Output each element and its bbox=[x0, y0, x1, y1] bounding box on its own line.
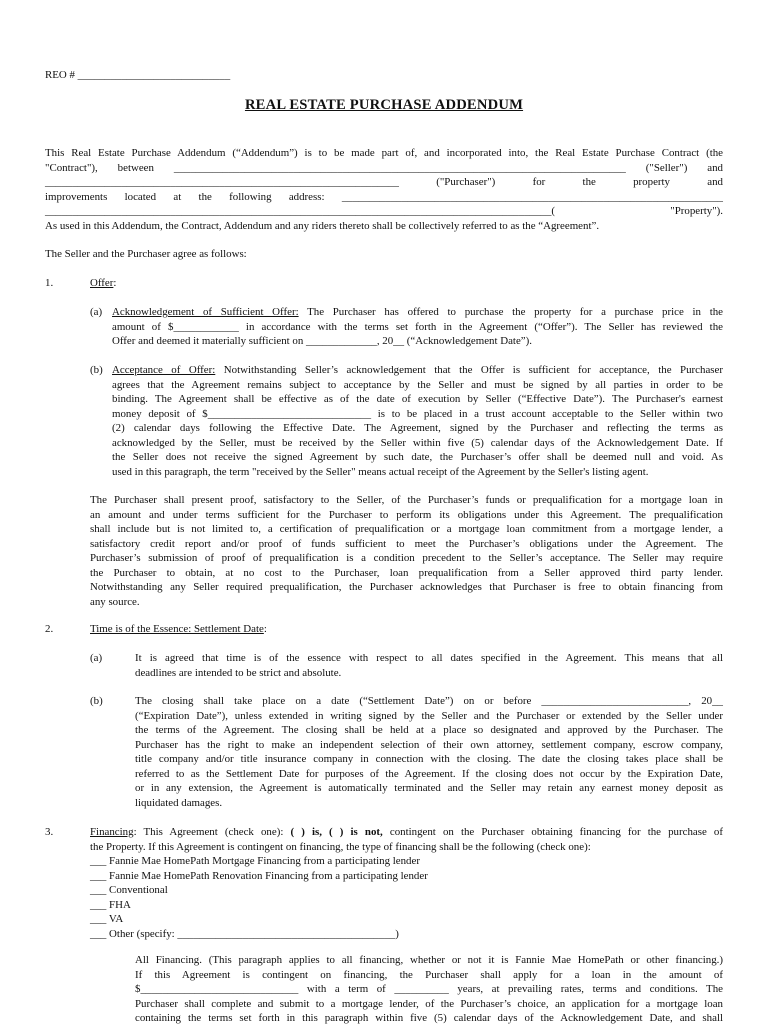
reo-number-field: REO # ____________________________ bbox=[45, 69, 231, 81]
section-2a-text bbox=[135, 651, 723, 680]
prequal-line: an amount and under terms sufficient for the Purchaser to perform its obligations under this Agreement. The prequalification bbox=[90, 508, 723, 521]
section-1a-line bbox=[112, 305, 723, 320]
intro-line: "Contract"), between ___________________________________________________________________________________ ("Seller") and bbox=[45, 161, 723, 174]
section-3-number: 3. bbox=[45, 826, 54, 838]
section-1a-line: amount of $____________ in accordance with the terms set forth in the Agreement (“Offer”). The Seller has reviewed the bbox=[112, 320, 723, 333]
section-1-title-colon: : bbox=[113, 277, 117, 289]
section-2b-line: Purchaser has the right to make an independent selection of their own attorney, settlement company, escrow company, bbox=[135, 738, 723, 751]
prequal-line: any source. bbox=[90, 595, 140, 608]
section-1b-heading: Acceptance of Offer: bbox=[112, 364, 216, 376]
financing-option: ___ FHA bbox=[90, 898, 131, 911]
section-2a-label: (a) bbox=[90, 652, 103, 664]
section-3-line-b: contingent on the Purchaser obtaining financing for the purchase of bbox=[382, 826, 723, 838]
intro-line: As used in this Addendum, the Contract, Addendum and any riders thereto shall be collectively referred to as the “Agreement”. bbox=[45, 219, 600, 232]
section-1b-line: used in this paragraph, the term "received by the Seller" means actual receipt of the Agreement by the Seller's listing agent. bbox=[112, 465, 649, 478]
section-1b-line: money deposit of $______________________________ is to be placed in a trust account acceptable to the Seller within two bbox=[112, 407, 723, 420]
prequal-line: the Purchaser to obtain, at no cost to the Purchaser, loan prequalification from a Seller approved third party lender. bbox=[90, 566, 723, 579]
section-2-number: 2. bbox=[45, 623, 54, 635]
financing-option: ___ Other (specify: ________________________________________) bbox=[90, 927, 399, 940]
financing-option: ___ VA bbox=[90, 913, 124, 925]
section-2a-line: It is agreed that time is of the essence with respect to all dates specified in the Agreement. This means that all bbox=[135, 652, 723, 664]
intro-line: _________________________________________________________________ ("Purchaser") for the property and bbox=[45, 176, 723, 188]
section-2b-text bbox=[135, 694, 723, 810]
intro-line: _____________________________________________________________________________________________( "Property"). bbox=[45, 205, 723, 217]
financing-option: ___ Fannie Mae HomePath Renovation Financing from a participating lender bbox=[90, 869, 428, 882]
section-3-title: Financing bbox=[90, 826, 134, 838]
section-1-title bbox=[90, 276, 116, 291]
section-1a-line: Offer and deemed it materially sufficient on _____________, 20__ (“Acknowledgement Date”). bbox=[112, 335, 532, 347]
section-2-title-colon: : bbox=[263, 623, 267, 635]
section-1-title-text: Offer bbox=[90, 277, 114, 289]
all-financing-line: Purchaser shall complete and submit to a mortgage lender, of the Purchaser’s choice, an application for a mortgage loan bbox=[135, 997, 723, 1010]
financing-contingency-choice: ( ) is, ( ) is not, bbox=[290, 826, 383, 838]
section-3-line-a: : This Agreement (check one): bbox=[133, 826, 291, 838]
section-1b-line bbox=[112, 363, 723, 378]
agree-statement: The Seller and the Purchaser agree as follows: bbox=[45, 248, 247, 260]
section-1a-heading: Acknowledgement of Sufficient Offer: bbox=[112, 306, 299, 318]
section-1b-line: the Seller does not receive the signed Agreement by such date, the Purchaser’s offer shall be deemed null and void. As bbox=[112, 451, 723, 463]
section-1b-line: acknowledged by the Seller, must be received by the Seller within five (5) calendar days of the Acknowledgement Date. If bbox=[112, 436, 723, 449]
section-3-text bbox=[90, 825, 723, 941]
section-2-title bbox=[90, 622, 267, 637]
section-2b-line: the terms of the Agreement. The closing shall be held at a place so designated and approved by the Purchaser. The bbox=[135, 724, 723, 736]
section-1b-line-rest: Notwithstanding Seller’s acknowledgement that the Offer is sufficient for acceptance, the Purchaser bbox=[215, 364, 723, 376]
intro-paragraph bbox=[45, 146, 723, 233]
section-1b-line: (2) calendar days following the Effective Date. The Agreement, signed by the Purchaser and reflecting the terms as bbox=[112, 422, 723, 434]
section-2a-line: deadlines are intended to be strict and absolute. bbox=[135, 666, 342, 679]
section-1b-text bbox=[112, 363, 723, 479]
all-financing-line: All Financing. (This paragraph applies to all financing, whether or not it is Fannie Mae HomePath or other financing.) bbox=[135, 954, 723, 966]
document-title: REAL ESTATE PURCHASE ADDENDUM bbox=[244, 97, 524, 113]
section-2b-line: title company and/or title insurance company in connection with the closing. The date the closing takes place shall be bbox=[135, 753, 723, 765]
prequal-line: Notwithstanding any Seller required prequalification, the Purchaser acknowledges that Purchaser is free to obtain financing from bbox=[90, 581, 723, 593]
prequal-line: The Purchaser shall present proof, satisfactory to the Seller, of the Purchaser’s funds or prequalification for a mortgage loan in bbox=[90, 494, 723, 506]
intro-line: improvements located at the following address: ______________________________________________________________________ bbox=[45, 190, 723, 203]
section-2b-line: The closing shall take place on a date (“Settlement Date”) on or before ___________________________, 20__ bbox=[135, 695, 723, 707]
section-2b-line: referred to as the Settlement Date for purposes of the Agreement. If the closing does not occur by the Expiration Date, bbox=[135, 767, 723, 780]
section-2b-line: liquidated damages. bbox=[135, 796, 223, 809]
section-1b-label: (b) bbox=[90, 364, 103, 376]
intro-line: This Real Estate Purchase Addendum (“Addendum”) is to be made part of, and incorporated into, the Real Estate Purchase Contract (the bbox=[45, 147, 723, 159]
prequal-line: Purchaser’s submission of proof of prequalification is a condition precedent to the Seller’s acceptance. The Seller may require bbox=[90, 552, 723, 564]
all-financing-line: containing the terms set forth in this paragraph within five (5) calendar days of the Acknowledgement Date, and shall bbox=[135, 1012, 723, 1024]
section-3-line bbox=[90, 825, 723, 840]
section-2b-line: (“Expiration Date”), unless extended in writing signed by the Seller and the Purchaser or extended by the Seller under bbox=[135, 709, 723, 722]
all-financing-line: If this Agreement is contingent on financing, the Purchaser shall apply for a loan in the amount of bbox=[135, 968, 723, 981]
prequal-line: shall include but is not limited to, a certification of prequalification or a mortgage loan commitment from a mortgage lender, a bbox=[90, 523, 723, 535]
section-2b-line: or in any extension, the Agreement is automatically terminated and the Seller may retain any earnest money deposit as bbox=[135, 782, 723, 794]
section-1-number: 1. bbox=[45, 277, 54, 289]
section-1a-line-rest: The Purchaser has offered to purchase the property for a purchase price in the bbox=[298, 306, 723, 318]
section-2b-label: (b) bbox=[90, 695, 103, 707]
prequal-line: satisfactory credit report and/or proof of funds sufficient to meet the Purchaser’s obligations under the Agreement. The bbox=[90, 537, 723, 550]
section-1a-text bbox=[112, 305, 723, 349]
prequalification-paragraph bbox=[90, 493, 723, 609]
financing-option: ___ Conventional bbox=[90, 884, 168, 896]
section-1b-line: agrees that the Agreement remains subject to acceptance by the Seller and must be signed by all parties in order to be bbox=[112, 378, 723, 391]
financing-option: ___ Fannie Mae HomePath Mortgage Financing from a participating lender bbox=[90, 855, 420, 867]
section-1a-label: (a) bbox=[90, 306, 103, 318]
all-financing-paragraph bbox=[135, 953, 723, 1026]
section-2-title-text: Time is of the Essence: Settlement Date bbox=[90, 623, 264, 635]
section-1b-line: binding. The Agreement shall be effective as of the date of execution by Seller (“Effective Date”). The Purchaser's earnest bbox=[112, 393, 723, 405]
section-3-line: the Property. If this Agreement is contingent on financing, the type of financing shall be the following (check one): bbox=[90, 840, 591, 853]
all-financing-line: $_____________________________ with a term of __________ years, at prevailing rates, terms and conditions. The bbox=[135, 983, 723, 995]
